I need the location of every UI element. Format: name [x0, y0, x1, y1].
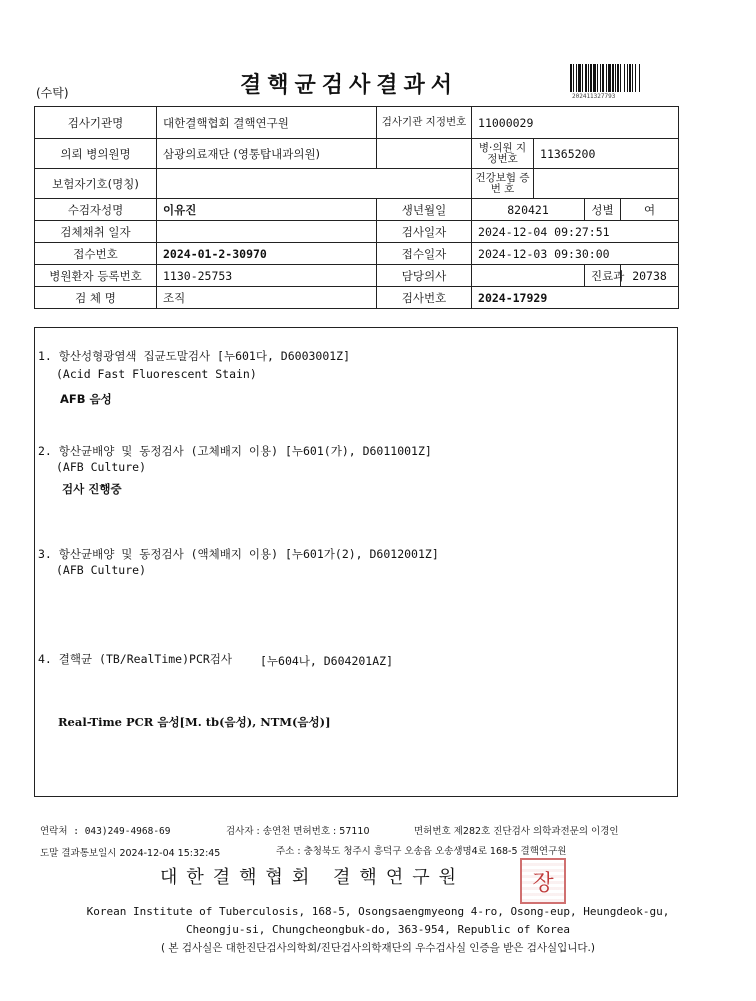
patient-name-label: 수검자성명 — [35, 199, 157, 221]
patient-name-value: 이유진 — [157, 199, 377, 221]
test-date-value: 2024-12-04 09:27:51 — [472, 221, 679, 243]
receipt-label: (수탁) — [36, 86, 69, 100]
inst-code-label: 검사기관 지정번호 — [377, 107, 472, 139]
item3-title: 3. 항산균배양 및 동정검사 (액체배지 이용) [누601가(2), D6012001Z] — [38, 547, 439, 561]
test-date-label: 검사일자 — [377, 221, 472, 243]
doctor-label: 담당의사 — [377, 265, 472, 287]
inst-name-label: 검사기관명 — [35, 107, 157, 139]
birth-label: 생년월일 — [377, 199, 472, 221]
doctor-license: 면허번호 제282호 진단검사 의학과전문의 이경인 — [414, 826, 619, 837]
item2-subtitle: (AFB Culture) — [56, 460, 147, 474]
results-box — [34, 327, 678, 797]
item3-subtitle: (AFB Culture) — [56, 563, 147, 577]
patient-info-table — [34, 106, 679, 309]
collect-date-label: 검체채취 일자 — [35, 221, 157, 243]
clinic-spacer — [377, 139, 472, 169]
item1-title: 1. 항산성형광염색 집균도말검사 [누601다, D6003001Z] — [38, 349, 351, 363]
report-time: 도말 결과통보일시 2024-12-04 15:32:45 — [40, 848, 221, 859]
collect-date-value — [157, 221, 377, 243]
insurance-value — [157, 169, 472, 199]
inst-code-value: 11000029 — [472, 107, 679, 139]
english-address-line1: Korean Institute of Tuberculosis, 168-5, Osongsaengmyeong 4-ro, Osong-eup, Heungdeok-gu, — [86, 905, 670, 918]
birth-value: 820421 — [472, 199, 585, 221]
item2-title: 2. 항산균배양 및 동정검사 (고체배지 이용) [누601(가), D6011001Z] — [38, 444, 432, 458]
document-title: 결핵균검사결과서 — [240, 73, 459, 98]
item4-result: Real-Time PCR 음성[M. tb(음성), NTM(음성)] — [58, 715, 331, 729]
clinic-code-label: 병·의원 지정번호 — [472, 139, 534, 169]
contact-info: 연락처 : 043)249-4968-69 — [40, 826, 171, 837]
clinic-code-value: 11365200 — [534, 139, 679, 169]
health-no-value — [534, 169, 679, 199]
clinic-label: 의뢰 병의원명 — [35, 139, 157, 169]
organization-name: 대한결핵협회 결핵연구원 — [160, 867, 465, 888]
item1-result: AFB 음성 — [60, 392, 112, 406]
reception-date-value: 2024-12-03 09:30:00 — [472, 243, 679, 265]
item4-title: 4. 결핵균 (TB/RealTime)PCR검사 — [38, 652, 233, 666]
item2-result: 검사 진행중 — [62, 482, 122, 496]
barcode-image — [570, 64, 678, 92]
reception-no-value: 2024-01-2-30970 — [157, 243, 377, 265]
official-seal: 장 — [520, 858, 566, 904]
test-no-label: 검사번호 — [377, 287, 472, 309]
examiner-info: 검사자 : 송연천 면허번호 : 57110 — [226, 826, 370, 837]
barcode-number: 202411327793 — [572, 93, 616, 100]
test-no-value: 2024-17929 — [472, 287, 679, 309]
specimen-label: 검 체 명 — [35, 287, 157, 309]
health-no-label: 건강보험 증 번 호 — [472, 169, 534, 199]
certification-note: ( 본 검사실은 대한진단검사의학회/진단검사의학재단의 우수검사실 인증을 받은 검사실입니다.) — [160, 942, 595, 954]
hospital-reg-value: 1130-25753 — [157, 265, 377, 287]
english-address-line2: Cheongju-si, Chungcheongbuk-do, 363-954, Republic of Korea — [185, 923, 571, 936]
clinic-value: 삼광의료재단 (영통탑내과의원) — [157, 139, 377, 169]
sex-label: 성별 — [585, 199, 621, 221]
item4-code: [누604나, D604201AZ] — [260, 654, 393, 668]
address: 주소 : 충청북도 청주시 흥덕구 오송읍 오송생명4로 168-5 결핵연구원 — [276, 846, 567, 857]
reception-no-label: 접수번호 — [35, 243, 157, 265]
item1-subtitle: (Acid Fast Fluorescent Stain) — [56, 367, 257, 381]
inst-name-value: 대한결핵협회 결핵연구원 — [157, 107, 377, 139]
doctor-value — [472, 265, 585, 287]
hospital-reg-label: 병원환자 등록번호 — [35, 265, 157, 287]
dept-label: 진료과 — [585, 265, 621, 287]
sex-value: 여 — [621, 199, 679, 221]
specimen-value: 조직 — [157, 287, 377, 309]
dept-value: 20738 — [621, 265, 679, 287]
insurance-label: 보험자기호(명칭) — [35, 169, 157, 199]
reception-date-label: 접수일자 — [377, 243, 472, 265]
